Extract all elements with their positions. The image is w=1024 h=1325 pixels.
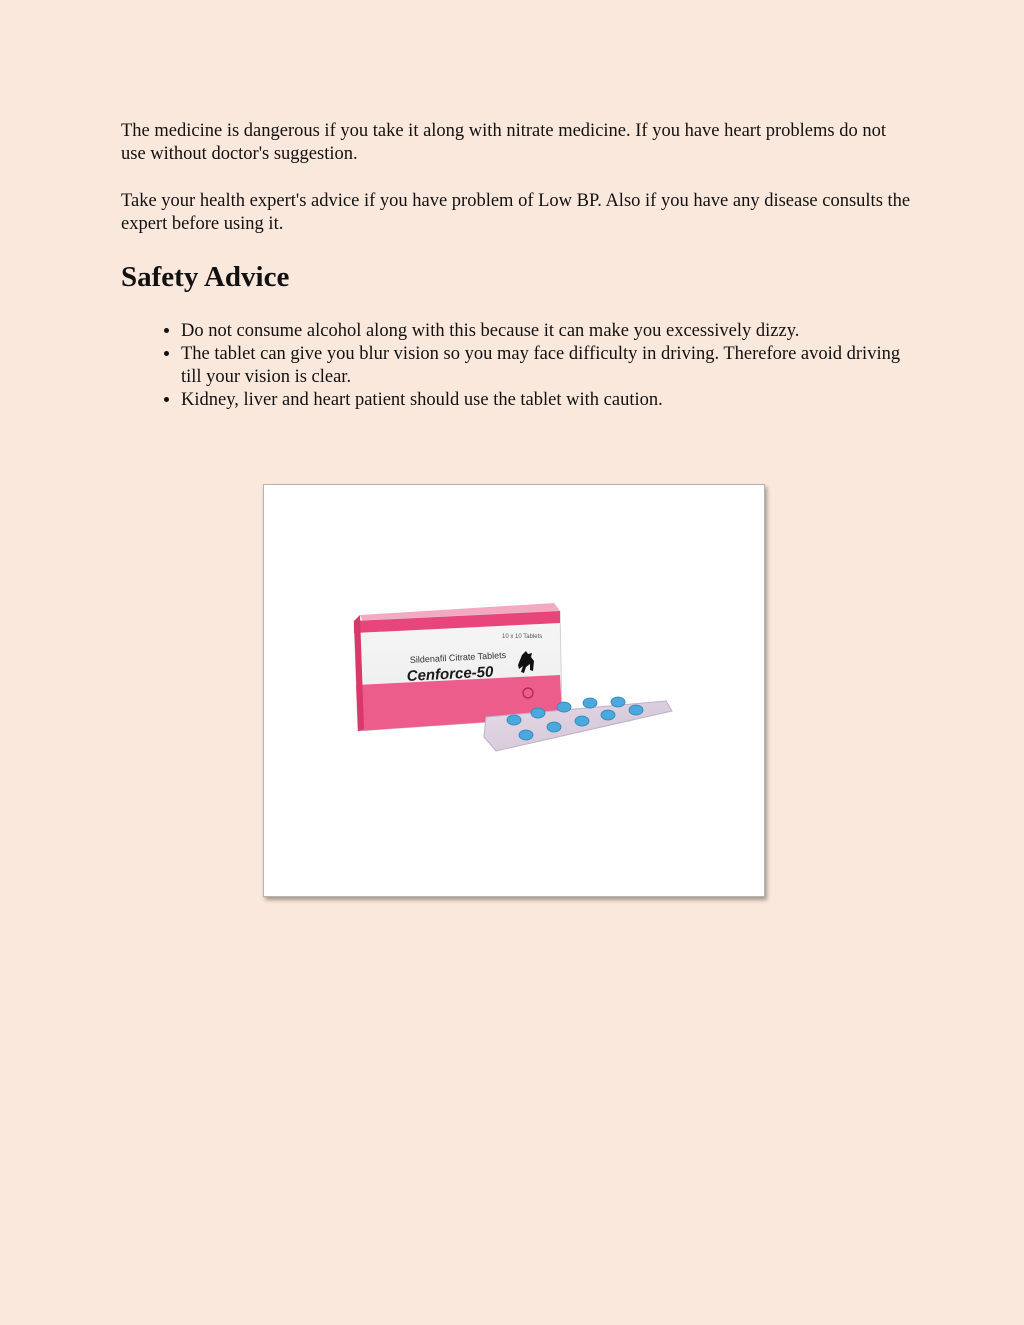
product-image xyxy=(263,484,765,897)
product-illustration xyxy=(264,485,764,896)
low-bp-paragraph: Take your health expert's advice if you have problem of Low BP. Also if you have any disease consults the expert before using it. xyxy=(121,191,911,234)
list-item: • Kidney, liver and heart patient should use the tablet with caution. xyxy=(181,389,911,412)
section-title: Safety Advice xyxy=(121,261,290,293)
nitrate-warning-paragraph: The medicine is dangerous if you take it along with nitrate medicine. If you have heart problems do not use without doctor's suggestion. xyxy=(121,121,886,164)
pack-size-label: 10 x 10 Tablets xyxy=(502,634,543,640)
safety-advice-list xyxy=(121,320,911,412)
product-brand: Cenforce-50 xyxy=(406,663,494,685)
document-content xyxy=(121,120,911,412)
list-item: • The tablet can give you blur vision so you may face difficulty in driving. Therefore avoid driving till your vision is clear. xyxy=(181,343,911,389)
product-subtitle: Sildenafil Citrate Tablets xyxy=(409,649,507,665)
list-item: • Do not consume alcohol along with this because it can make you excessively dizzy. xyxy=(181,320,911,343)
